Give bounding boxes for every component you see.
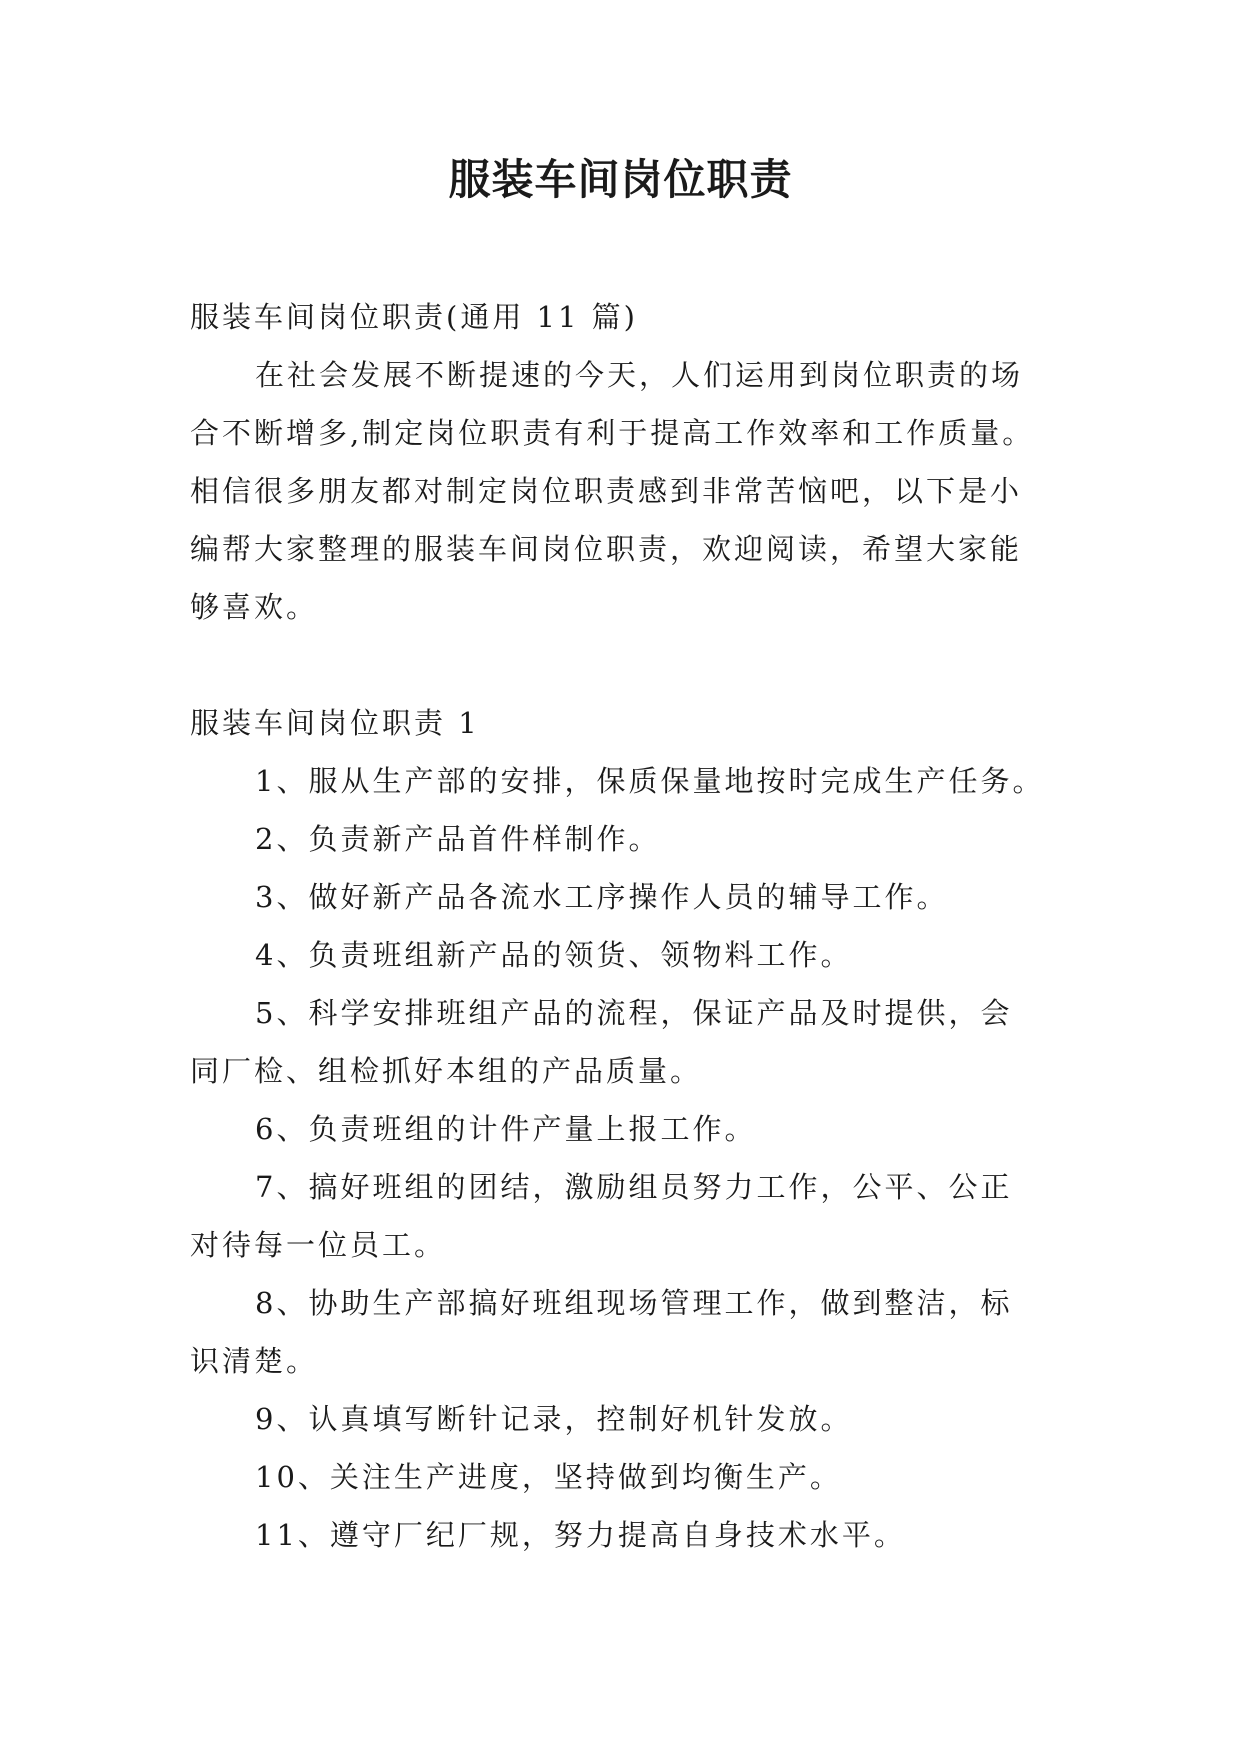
duty-item: 11、遵守厂纪厂规，努力提高自身技术水平。: [255, 1518, 906, 1552]
document-subtitle: 服装车间岗位职责(通用 11 篇): [190, 300, 638, 334]
duty-item: 4、负责班组新产品的领货、领物料工作。: [255, 938, 853, 972]
duty-item: 8、协助生产部搞好班组现场管理工作，做到整洁，标: [255, 1286, 1013, 1320]
document-body: [190, 288, 1070, 1564]
duty-item: 3、做好新产品各流水工序操作人员的辅导工作。: [255, 880, 949, 914]
duty-item-continuation: 对待每一位员工。: [190, 1228, 447, 1262]
duty-item: 1、服从生产部的安排，保质保量地按时完成生产任务。: [255, 764, 1045, 798]
intro-line: 编帮大家整理的服装车间岗位职责，欢迎阅读，希望大家能: [190, 532, 1023, 566]
duty-item: 7、搞好班组的团结，激励组员努力工作，公平、公正: [255, 1170, 1013, 1204]
duty-item: 6、负责班组的计件产量上报工作。: [255, 1112, 757, 1146]
duty-item-continuation: 识清楚。: [190, 1344, 319, 1378]
intro-line: 在社会发展不断提速的今天，人们运用到岗位职责的场: [255, 358, 1024, 392]
duty-item-continuation: 同厂检、组检抓好本组的产品质量。: [190, 1054, 703, 1088]
duty-item: 2、负责新产品首件样制作。: [255, 822, 661, 856]
duty-item: 9、认真填写断针记录，控制好机针发放。: [255, 1402, 853, 1436]
intro-line: 合不断增多,制定岗位职责有利于提高工作效率和工作质量。: [190, 416, 1035, 450]
section-heading: 服装车间岗位职责 1: [190, 706, 480, 740]
duty-item: 10、关注生产进度，坚持做到均衡生产。: [255, 1460, 842, 1494]
document-title: 服装车间岗位职责: [448, 155, 793, 204]
intro-line: 够喜欢。: [190, 590, 319, 624]
intro-line: 相信很多朋友都对制定岗位职责感到非常苦恼吧，以下是小: [190, 474, 1023, 508]
blank-line: [190, 636, 1070, 694]
duty-item: 5、科学安排班组产品的流程，保证产品及时提供，会: [255, 996, 1013, 1030]
